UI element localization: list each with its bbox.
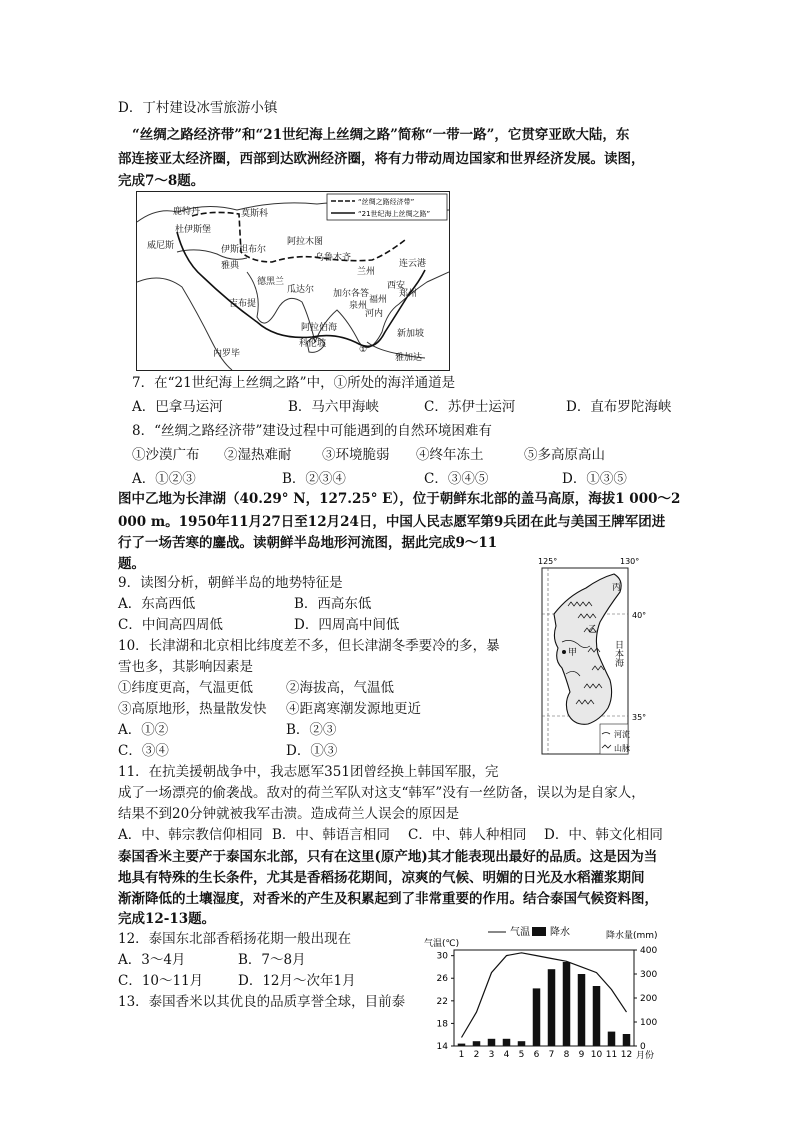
- korea-terrain-map: [528, 556, 646, 756]
- q12-option-b[interactable]: B．7～8月: [238, 952, 306, 968]
- left-tick-label-3: 26: [436, 974, 448, 985]
- place-almaty: 阿拉木图: [287, 237, 324, 247]
- q8-option-c[interactable]: C．③④⑤: [424, 471, 489, 487]
- label-yi: 乙: [588, 625, 598, 635]
- q8-stem: 8．“丝绸之路经济带”建设过程中可能遇到的自然环境困难有: [132, 423, 492, 439]
- q9-option-d[interactable]: D．四周高中间低: [294, 617, 400, 633]
- q10-stem-line-1: 10．长津湖和北京相比纬度差不多，但长津湖冬季要冷的多，暴: [118, 638, 500, 654]
- precip-bar-7: [548, 969, 556, 1046]
- place-rotterdam: 鹿特丹: [173, 207, 201, 217]
- q11-option-a[interactable]: A．中、韩宗教信仰相同: [118, 827, 263, 843]
- month-label-7: 7: [548, 1050, 555, 1060]
- belt-and-road-map: [136, 191, 450, 371]
- x-suffix: 月份: [636, 1051, 655, 1061]
- label-bing: 丙: [612, 583, 622, 593]
- q11-option-b[interactable]: B．中、韩语言相同: [272, 827, 390, 843]
- q10-item-2: ②海拔高，气温低: [286, 680, 394, 696]
- precip-bar-9: [578, 974, 586, 1046]
- precip-bar-3: [488, 1039, 496, 1046]
- q9-option-b[interactable]: B．西高东低: [294, 596, 372, 612]
- lat-35: 35°: [632, 713, 646, 722]
- precip-bar-12: [623, 1034, 631, 1046]
- month-label-10: 10: [590, 1050, 603, 1060]
- right-tick-label-1: 100: [640, 1018, 658, 1028]
- intro1-line-3: 完成7～8题。: [118, 173, 205, 189]
- legend-river: 河流: [614, 730, 630, 739]
- q11-stem-line-3: 结果不到20分钟就被我军击溃。造成荷兰人误会的原因是: [118, 806, 460, 822]
- q7-option-a[interactable]: A．巴拿马运河: [132, 399, 223, 415]
- q8-item-3: ③环境脆弱: [322, 447, 390, 463]
- place-jakarta: 雅加达: [395, 353, 423, 363]
- q9-option-a[interactable]: A．东高西低: [118, 596, 196, 612]
- q9-option-c[interactable]: C．中间高四周低: [118, 617, 223, 633]
- precip-bar-1: [458, 1044, 466, 1046]
- q13-stem: 13．泰国香米以其优良的品质享誉全球，目前泰: [118, 994, 406, 1010]
- left-tick-label-1: 18: [436, 1019, 448, 1030]
- q10-item-4: ④距离寒潮发源地更近: [286, 701, 421, 717]
- temperature-line: [462, 953, 627, 1038]
- place-zhengzhou: 郑州: [399, 289, 418, 299]
- place-arabian-sea: 阿拉伯海: [301, 323, 338, 333]
- q10-item-1: ①纬度更高，气温更低: [118, 680, 253, 696]
- place-lanzhou: 兰州: [357, 267, 376, 277]
- precip-bar-8: [563, 962, 571, 1046]
- place-gwadar: 瓜达尔: [287, 285, 315, 295]
- q10-option-b[interactable]: B．②③: [286, 722, 337, 738]
- marker-strait: ①: [359, 345, 368, 355]
- precip-bar-2: [473, 1041, 481, 1046]
- month-label-12: 12: [620, 1050, 633, 1060]
- place-venice: 威尼斯: [147, 241, 175, 251]
- q11-stem-line-2: 成了一场漂亮的偷袭战。敌对的荷兰军队对这支“韩军”没有一丝防备，误以为是自家人，: [118, 785, 645, 801]
- q8-item-4: ④终年冻土: [416, 447, 484, 463]
- month-label-1: 1: [458, 1050, 465, 1060]
- lon-130: 130°: [620, 557, 640, 566]
- plot-frame: [454, 950, 634, 1046]
- left-tick-label-2: 22: [436, 996, 448, 1007]
- ylabel-right: 降水量(mm): [606, 931, 658, 941]
- left-tick-label-0: 14: [436, 1042, 448, 1052]
- legend-precipitation: 降水: [550, 927, 570, 938]
- place-quanzhou: 泉州: [349, 301, 368, 311]
- q7-stem: 7．在“21世纪海上丝绸之路”中，①所处的海洋通道是: [132, 375, 456, 391]
- intro2-line-4: 题。: [118, 556, 145, 572]
- place-singapore: 新加坡: [397, 329, 425, 339]
- left-tick-label-4: 30: [436, 951, 448, 962]
- korea-terrain-map-svg: [528, 556, 646, 756]
- q12-option-c[interactable]: C．10～11月: [118, 973, 204, 989]
- place-kolkata: 加尔各答: [333, 289, 370, 299]
- place-nairobi: 内罗毕: [213, 349, 241, 359]
- q11-option-c[interactable]: C．中、韩人种相同: [408, 827, 527, 843]
- place-colombo: 科伦坡: [299, 339, 327, 349]
- q11-option-d[interactable]: D．中、韩文化相同: [544, 827, 663, 843]
- q8-item-5: ⑤多高原高山: [524, 447, 605, 463]
- place-fuzhou: 福州: [369, 295, 388, 305]
- intro1-line-2: 部连接亚太经济圈，西部到达欧洲经济圈，将有力带动周边国家和世界经济发展。读图，: [118, 151, 645, 167]
- precip-bar-5: [518, 1041, 526, 1046]
- precip-bar-11: [608, 1032, 616, 1046]
- q7-option-d[interactable]: D．直布罗陀海峡: [566, 399, 672, 415]
- precip-bar-6: [533, 988, 541, 1046]
- q8-option-a[interactable]: A．①②③: [132, 471, 196, 487]
- legend-belt-label: “丝绸之路经济带”: [358, 198, 415, 206]
- right-tick-label-2: 200: [640, 994, 658, 1004]
- climate-chart-svg: [420, 924, 676, 1062]
- legend-temperature: 气温: [510, 927, 530, 938]
- q10-stem-line-2: 雪也多，其影响因素是: [118, 659, 253, 675]
- month-label-11: 11: [605, 1050, 618, 1060]
- q7-option-c[interactable]: C．苏伊士运河: [424, 399, 516, 415]
- precip-bar-4: [503, 1039, 511, 1046]
- intro3-line-2: 地具有特殊的生长条件，尤其是香稻扬花期间，凉爽的气候、明媚的日光及水稻灌浆期间: [118, 870, 645, 886]
- precip-bar-10: [593, 986, 601, 1046]
- intro3-line-1: 泰国香米主要产于泰国东北部，只有在这里(原产地)其才能表现出最好的品质。这是因为当: [118, 849, 658, 865]
- q8-option-d[interactable]: D．①③⑤: [562, 471, 627, 487]
- place-athens: 雅典: [221, 261, 240, 271]
- q10-option-c[interactable]: C．③④: [118, 743, 169, 759]
- q9-stem: 9．读图分析，朝鲜半岛的地势特征是: [118, 575, 343, 591]
- month-label-4: 4: [503, 1050, 510, 1060]
- q12-option-a[interactable]: A．3～4月: [118, 952, 186, 968]
- place-tehran: 德黑兰: [257, 277, 285, 287]
- place-duisburg: 杜伊斯堡: [175, 225, 212, 235]
- month-label-9: 9: [578, 1050, 585, 1060]
- place-lianyungang: 连云港: [399, 259, 427, 269]
- peninsula-shape: [554, 574, 621, 724]
- intro1-line-1: “丝绸之路经济带”和“21世纪海上丝绸之路”简称“一带一路”，它贯穿亚欧大陆，东: [132, 127, 630, 143]
- month-label-8: 8: [563, 1050, 570, 1060]
- q10-item-3: ③高原地形，热量散发快: [118, 701, 267, 717]
- place-urumqi: 乌鲁木齐: [315, 253, 352, 263]
- legend-mountain: 山脉: [614, 744, 630, 753]
- place-moscow: 莫斯科: [241, 209, 269, 219]
- month-label-3: 3: [488, 1050, 495, 1060]
- right-tick-label-3: 300: [640, 970, 658, 980]
- ylabel-left: 气温(℃): [424, 939, 460, 949]
- q8-option-b[interactable]: B．②③④: [282, 471, 346, 487]
- intro2-line-2: 000 m。1950年11月27日至12月24日，中国人民志愿军第9兵团在此与美国王牌军团进: [118, 514, 666, 530]
- q10-option-a[interactable]: A．①②: [118, 722, 169, 738]
- belt-and-road-map-svg: [137, 192, 449, 370]
- prev-option-d: D．丁村建设冰雪旅游小镇: [118, 100, 278, 116]
- intro2-line-1: 图中乙地为长津湖（40.29° N，127.25° E），位于朝鲜东北部的盖马高原，海拔1 000～2: [118, 491, 681, 507]
- lat-40: 40°: [632, 611, 646, 620]
- place-hanoi: 河内: [365, 309, 384, 319]
- intro3-line-3: 渐渐降低的土壤湿度，对香米的产生及积累起到了非常重要的作用。结合泰国气候资料图，: [118, 891, 658, 907]
- lon-125: 125°: [538, 557, 558, 566]
- q7-option-b[interactable]: B．马六甲海峡: [288, 399, 379, 415]
- right-tick-label-4: 400: [640, 946, 658, 956]
- place-xian: 西安: [387, 281, 406, 291]
- q11-stem-line-1: 11．在抗美援朝战争中，我志愿军351团曾经换上韩国军服，完: [118, 764, 499, 780]
- right-tick-label-0: 0: [640, 1042, 646, 1052]
- sea-label: 日本海: [613, 640, 623, 667]
- month-label-6: 6: [533, 1050, 540, 1060]
- thailand-climate-chart: [420, 924, 676, 1062]
- q12-option-d[interactable]: D．12月～次年1月: [238, 973, 356, 989]
- q12-stem: 12．泰国东北部香稻扬花期一般出现在: [118, 931, 352, 947]
- place-istanbul: 伊斯坦布尔: [221, 245, 267, 255]
- intro3-line-4: 完成12-13题。: [118, 911, 216, 927]
- label-jia: 甲: [568, 648, 578, 658]
- legend-road-label: “21世纪海上丝绸之路”: [358, 210, 431, 218]
- month-label-5: 5: [518, 1050, 525, 1060]
- place-djibouti: 吉布提: [229, 299, 257, 309]
- intro2-line-3: 行了一场苦寒的鏖战。读朝鲜半岛地形河流图，据此完成9～11: [118, 535, 498, 551]
- q8-item-2: ②湿热难耐: [224, 447, 292, 463]
- month-label-2: 2: [473, 1050, 480, 1060]
- q10-option-d[interactable]: D．①③: [286, 743, 338, 759]
- q8-item-1: ①沙漠广布: [132, 447, 200, 463]
